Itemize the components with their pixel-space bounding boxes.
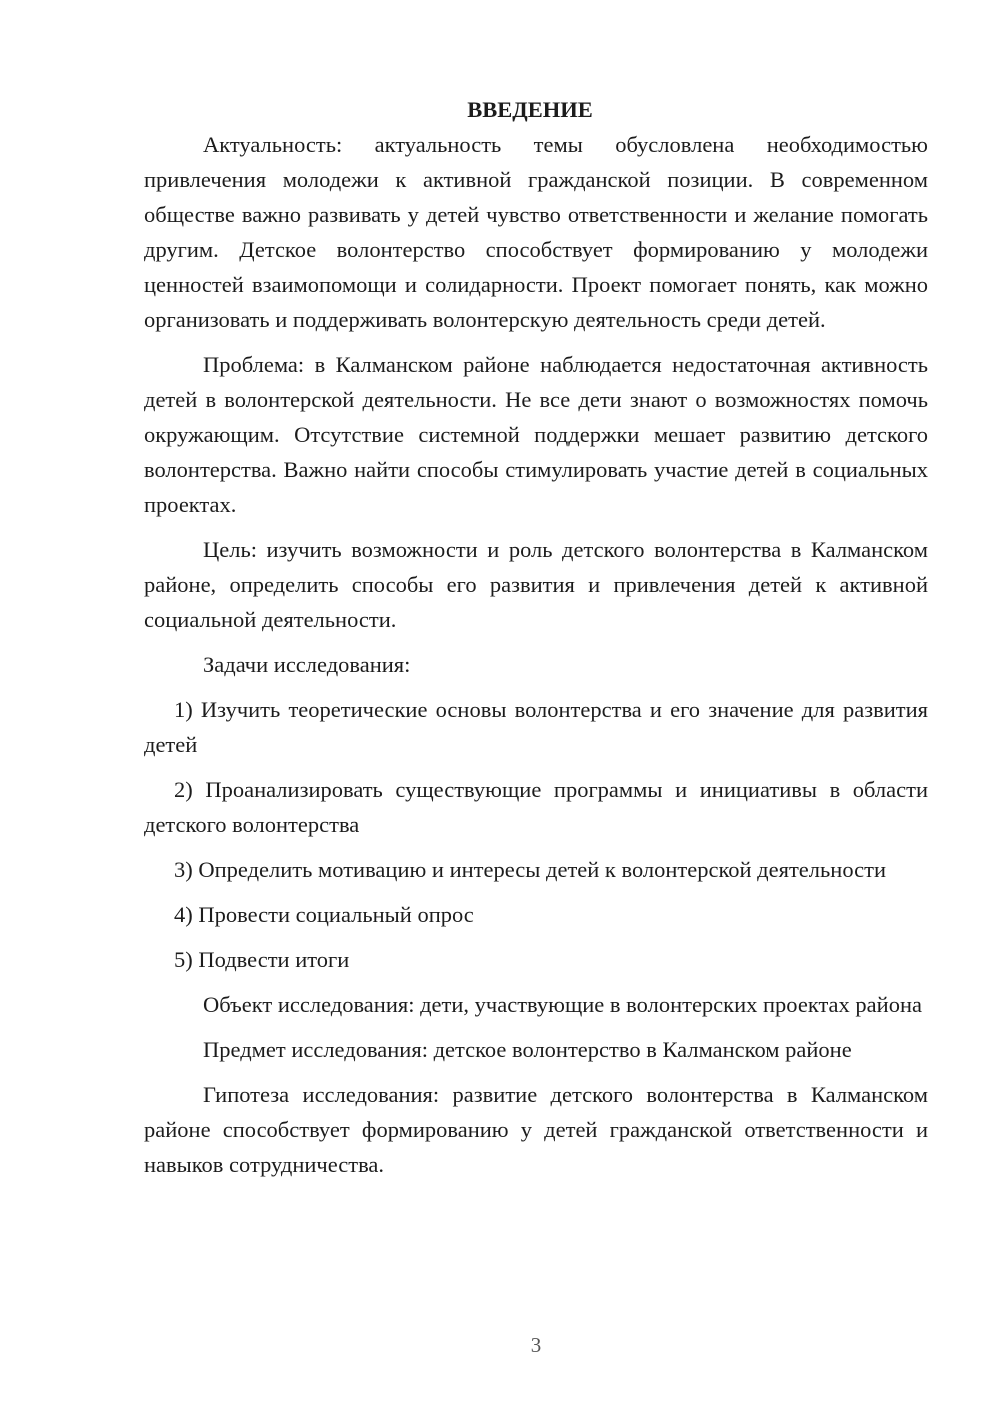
relevance-paragraph: Актуальность: актуальность темы обусловлена необходимостью привлечения молодежи к активной гражданской позиции. В современном обществе важно развивать у детей чувство ответственности и желание помогать другим. Детское волонтерство способствует формированию у молодежи ценностей взаимопомощи и солидарности. Проект помогает понять, как можно организовать и поддерживать волонтерскую деятельность среди детей. <box>144 132 928 332</box>
task-item-3: 3) Определить мотивацию и интересы детей к волонтерской деятельности <box>174 857 886 882</box>
page-title: ВВЕДЕНИЕ <box>467 97 593 122</box>
task-item-2: 2) Проанализировать существующие программы и инициативы в области детского волонтерства <box>144 777 928 837</box>
subject-paragraph: Предмет исследования: детское волонтерство в Калманском районе <box>203 1037 852 1062</box>
page-number: 3 <box>530 1333 542 1357</box>
problem-paragraph: Проблема: в Калманском районе наблюдается недостаточная активность детей в волонтерской деятельности. Не все дети знают о возможностях помочь окружающим. Отсутствие системной поддержки мешает развитию детского волонтерства. Важно найти способы стимулировать участие детей в социальных проектах. <box>144 352 928 517</box>
tasks-heading: Задачи исследования: <box>203 652 411 677</box>
task-item-5: 5) Подвести итоги <box>174 947 350 972</box>
task-item-1: 1) Изучить теоретические основы волонтерства и его значение для развития детей <box>144 697 928 757</box>
task-item-4: 4) Провести социальный опрос <box>174 902 474 927</box>
hypothesis-paragraph: Гипотеза исследования: развитие детского волонтерства в Калманском районе способствует формированию у детей гражданской ответственности и навыков сотрудничества. <box>144 1082 928 1177</box>
object-paragraph: Объект исследования: дети, участвующие в волонтерских проектах района <box>203 992 922 1017</box>
page-content <box>144 92 928 1182</box>
goal-paragraph: Цель: изучить возможности и роль детского волонтерства в Калманском районе, определить способы его развития и привлечения детей к активной социальной деятельности. <box>144 537 928 632</box>
